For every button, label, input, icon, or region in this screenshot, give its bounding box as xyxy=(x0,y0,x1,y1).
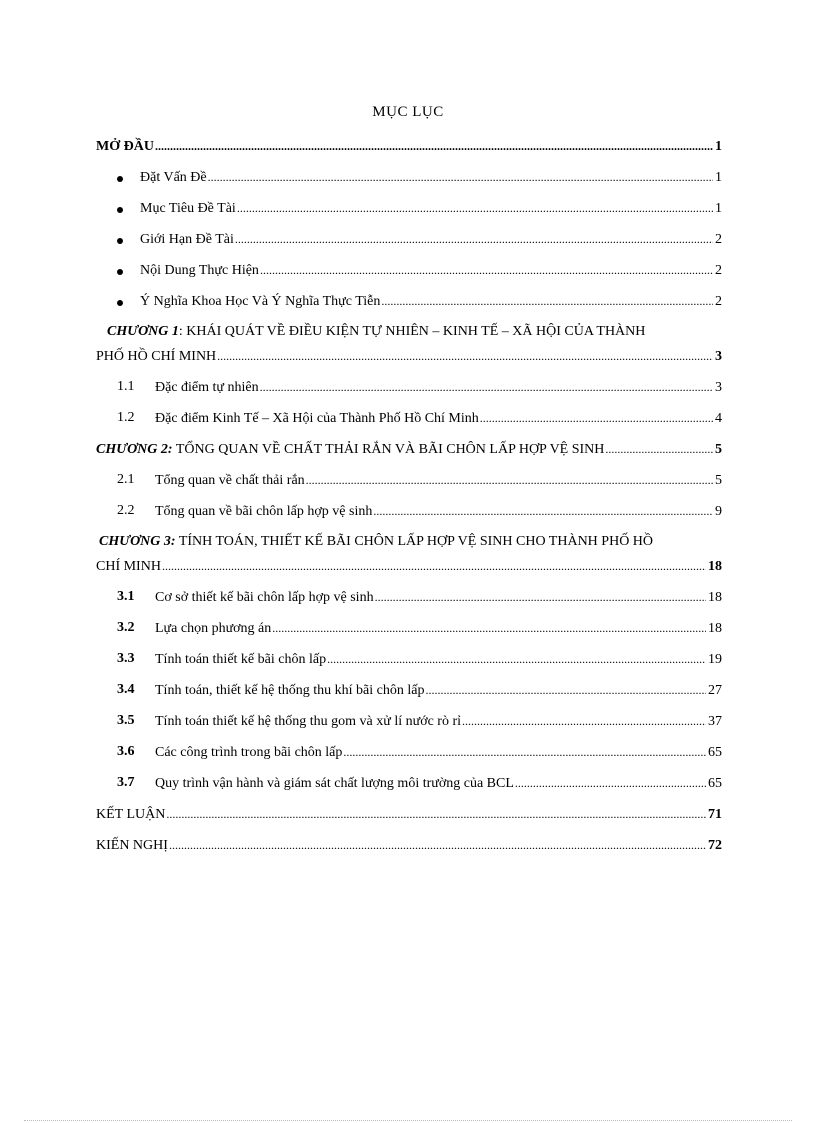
section-number: 1.1 xyxy=(117,379,135,394)
section-number: 3.7 xyxy=(117,775,135,790)
toc-page-number: 65 xyxy=(708,776,722,791)
bullet-icon xyxy=(117,207,123,213)
dot-leader xyxy=(162,557,706,575)
toc-entry-3-5[interactable] xyxy=(155,712,722,731)
section-number: 3.5 xyxy=(117,713,135,728)
toc-page-number: 5 xyxy=(715,442,722,457)
dot-leader xyxy=(166,805,706,823)
toc-page-number: 3 xyxy=(715,380,722,395)
dot-leader xyxy=(605,440,713,458)
chapter-prefix: CHƯƠNG 2: xyxy=(96,442,173,457)
chapter-title: TỔNG QUAN VỀ CHẤT THẢI RẮN VÀ BÃI CHÔN LẤP HỢP VỆ SINH xyxy=(172,442,605,457)
dot-leader xyxy=(425,681,706,699)
dot-leader xyxy=(260,261,713,279)
toc-label: Đặc điểm tự nhiên xyxy=(155,380,259,395)
toc-entry-muc-tieu[interactable] xyxy=(140,199,722,218)
toc-label: Mục Tiêu Đề Tài xyxy=(140,201,236,216)
chapter-title-line2: PHỐ HỒ CHÍ MINH xyxy=(96,349,217,364)
page-title: MỤC LỤC xyxy=(372,104,444,120)
toc-entry-3-2[interactable] xyxy=(155,619,722,638)
page-edge-divider xyxy=(24,1120,792,1122)
toc-page-number: 65 xyxy=(708,745,722,760)
toc-label: Lựa chọn phương án xyxy=(155,621,272,636)
toc-entry-dat-van-de[interactable] xyxy=(140,168,722,187)
toc-label: KẾT LUẬN xyxy=(96,807,166,822)
toc-page-number: 5 xyxy=(715,473,722,488)
toc-label: Cơ sở thiết kế bãi chôn lấp hợp vệ sinh xyxy=(155,590,374,605)
toc-entry-y-nghia[interactable] xyxy=(140,292,722,311)
bullet-icon xyxy=(117,238,123,244)
chapter-prefix: CHƯƠNG 3: xyxy=(99,534,176,549)
toc-label: Quy trình vận hành và giám sát chất lượng môi trường của BCL xyxy=(155,776,514,791)
dot-leader xyxy=(208,168,713,186)
toc-entry-3-3[interactable] xyxy=(155,650,722,669)
dot-leader xyxy=(462,712,706,730)
toc-entry-2-1[interactable] xyxy=(155,471,722,490)
toc-page-number: 37 xyxy=(708,714,722,729)
toc-entry-chuong-1[interactable] xyxy=(96,347,722,366)
toc-page-number: 2 xyxy=(715,263,722,278)
toc-label: Tổng quan về bãi chôn lấp hợp vệ sinh xyxy=(155,504,373,519)
dot-leader xyxy=(272,619,706,637)
dot-leader xyxy=(327,650,706,668)
chapter-3-heading[interactable] xyxy=(99,533,653,551)
toc-entry-chuong-3[interactable] xyxy=(96,557,722,576)
dot-leader xyxy=(375,588,706,606)
toc-page-number: 3 xyxy=(715,349,722,364)
chapter-title-line1: TÍNH TOÁN, THIẾT KẾ BÃI CHÔN LẤP HỢP VỆ SINH CHO THÀNH PHỐ HỒ xyxy=(175,534,654,549)
section-number: 2.2 xyxy=(117,503,135,518)
dot-leader xyxy=(169,836,706,854)
dot-leader xyxy=(343,743,706,761)
dot-leader xyxy=(260,378,713,396)
toc-entry-1-1[interactable] xyxy=(155,378,722,397)
section-number: 3.6 xyxy=(117,744,135,759)
section-number: 3.4 xyxy=(117,682,135,697)
toc-page-number: 18 xyxy=(708,621,722,636)
toc-page-number: 18 xyxy=(708,559,722,574)
toc-entry-3-1[interactable] xyxy=(155,588,722,607)
toc-entry-gioi-han[interactable] xyxy=(140,230,722,249)
toc-entry-3-7[interactable] xyxy=(155,774,722,793)
dot-leader xyxy=(217,347,713,365)
toc-label: Tổng quan về chất thải rắn xyxy=(155,473,305,488)
section-number: 2.1 xyxy=(117,472,135,487)
toc-label: Đặc điểm Kinh Tế – Xã Hội của Thành Phố Hồ Chí Minh xyxy=(155,411,479,426)
toc-page-number: 27 xyxy=(708,683,722,698)
dot-leader xyxy=(237,199,713,217)
toc-label: Nội Dung Thực Hiện xyxy=(140,263,259,278)
toc-entry-1-2[interactable] xyxy=(155,409,722,428)
toc-page-number: 1 xyxy=(715,201,722,216)
toc-entry-kien-nghi[interactable] xyxy=(96,836,722,855)
bullet-icon xyxy=(117,269,123,275)
dot-leader xyxy=(515,774,706,792)
toc-label: Đặt Vấn Đề xyxy=(140,170,207,185)
bullet-icon xyxy=(117,176,123,182)
toc-page-number: 2 xyxy=(715,232,722,247)
toc-label: Tính toán thiết kế bãi chôn lấp xyxy=(155,652,327,667)
section-number: 1.2 xyxy=(117,410,135,425)
dot-leader xyxy=(155,137,713,155)
toc-label: Tính toán thiết kế hệ thống thu gom và xử lí nước rò rỉ xyxy=(155,714,462,729)
toc-page-number: 1 xyxy=(715,170,722,185)
toc-entry-2-2[interactable] xyxy=(155,502,722,521)
toc-page-number: 1 xyxy=(715,139,722,154)
toc-page-number: 18 xyxy=(708,590,722,605)
bullet-icon xyxy=(117,300,123,306)
toc-entry-mo-dau[interactable] xyxy=(96,137,722,156)
toc-page-number: 9 xyxy=(715,504,722,519)
toc-label: Các công trình trong bãi chôn lấp xyxy=(155,745,343,760)
toc-entry-chuong-2[interactable] xyxy=(96,440,722,459)
toc-label: Tính toán, thiết kế hệ thống thu khí bãi chôn lấp xyxy=(155,683,425,698)
chapter-title-line1: : KHÁI QUÁT VỀ ĐIỀU KIỆN TỰ NHIÊN – KINH TẾ – XÃ HỘI CỦA THÀNH xyxy=(178,324,646,339)
toc-label: Ý Nghĩa Khoa Học Và Ý Nghĩa Thực Tiễn xyxy=(140,294,381,309)
chapter-1-heading[interactable] xyxy=(107,323,645,341)
toc-page-number: 71 xyxy=(708,807,722,822)
toc-label: MỞ ĐẦU xyxy=(96,139,154,154)
toc-page-number: 72 xyxy=(708,838,722,853)
toc-entry-3-6[interactable] xyxy=(155,743,722,762)
dot-leader xyxy=(235,230,713,248)
dot-leader xyxy=(306,471,713,489)
chapter-prefix: CHƯƠNG 1 xyxy=(107,324,179,339)
toc-entry-noi-dung[interactable] xyxy=(140,261,722,280)
dot-leader xyxy=(480,409,713,427)
section-number: 3.2 xyxy=(117,620,135,635)
section-number: 3.3 xyxy=(117,651,135,666)
section-number: 3.1 xyxy=(117,589,135,604)
toc-label: Giới Hạn Đề Tài xyxy=(140,232,234,247)
toc-page-number: 4 xyxy=(715,411,722,426)
toc-page-number: 2 xyxy=(715,294,722,309)
dot-leader xyxy=(373,502,713,520)
toc-entry-3-4[interactable] xyxy=(155,681,722,700)
toc-entry-ket-luan[interactable] xyxy=(96,805,722,824)
dot-leader xyxy=(381,292,713,310)
toc-label: KIẾN NGHỊ xyxy=(96,838,168,853)
toc-page-number: 19 xyxy=(708,652,722,667)
chapter-title-line2: CHÍ MINH xyxy=(96,559,161,574)
